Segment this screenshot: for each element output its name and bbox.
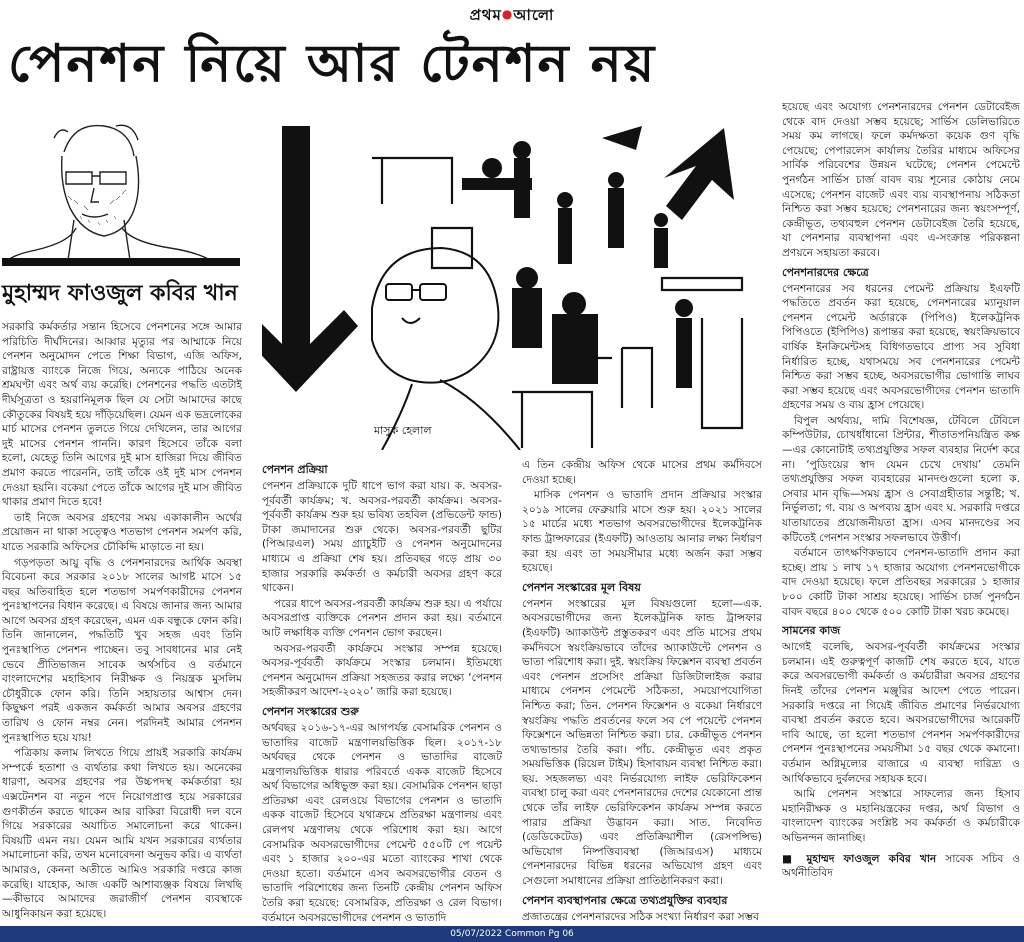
paragraph: তাই নিজে অবসর গ্রহণের সময় একাকালীন অর্থের প্রয়োজন না থাকা সত্ত্বেও শতভাগ পেনশন সমর্পণ করি, যাতে সরকারি অফিসের চৌকিদ্দি মাড়াতে না হয়। [2,511,242,553]
section-heading: পেনশন সংস্কারের মূল বিষয় [522,580,641,594]
paragraph: পত্রিকায় কলাম লিখতে গিয়ে প্রায়ই সরকারি কার্যক্রম সম্পর্কে হতাশা ও ব্যর্থতার কথা লিখতে হয়। অনেকের ধারণা, অবসর গ্রহণের পর উচ্চপদস্থ কর্মকর্তারা হয় এক্সটেনশন বা নতুন পদে নিয়োগপ্রাপ্ত হয়ে সরকারের গুণকীর্তন করতে থাকেন আর বাকিরা বিরোধী দল বনে গিয়ে সরকারের অযাচিত সমালোচনা করে থাকেন। বিষয়টি এমন নয়। যেমন আমি যখন সরকারের ব্যর্থতার সমালোচনা করি, তখন মনোবেদনা অনুভব করি। এ ব্যর্থতা আমারও, কেননা অতীতে আমিও সরকারি দপ্তরে কাজ করেছি। যাহোক, আজ একটি আশাব্যঞ্জক বিষয়ে লিখছি—কীভাবে আমাদের জরাজীর্ণ পেনশন ব্যবস্থাকে আধুনিকায়ন করা হয়েছে। [2,747,242,920]
paragraph: পেনশনারের সব ধরনের পেমেন্ট প্রক্রিয়ায় ইএফটি পদ্ধতিতে প্রবর্তন করা হয়েছে, পেনশনারের ম্যানুয়াল পেনশন পেমেন্ট অর্ডারকে (পিপিও) ইলেকট্রনিক পিপিওতে (ইপিপিও) রূপান্তর করা হয়েছে, স্বয়ংক্রিয়ভাবে বার্ষিক ইনক্রিমেন্টসহ বিধিগতভাবে প্রাপ্য সব সুবিধা নির্ধারিত হচ্ছে, যথাসময়ে সব পেনশনারের পেমেন্ট নিশ্চিত করা সম্ভব হচ্ছে, অবসরভোগীর ভোগান্তি লাঘব করা সম্ভব হয়েছে এবং অবসরভোগীদের পেনশন ভাতাদি গ্রহণের সময় ও ব্যয় হ্রাস পেয়েছে। [782,282,1020,412]
signature-role: সাবেক সচিব ও অর্থনীতিবিদ [782,852,1020,880]
section-heading: সামনের কাজ [782,624,841,638]
author-name: মুহাম্মদ ফাওজুল কবির খান [2,281,238,306]
illustration-signature: মাসুক হেলাল [374,424,432,437]
paragraph: মাসিক পেনশন ও ভাতাদি প্রদান প্রক্রিয়ার সংস্কার ২০১৯ সালের ফেব্রুয়ারি মাসে শুরু হয়। ২০২১ সালের ১৫ মার্চের মধ্যে শতভাগ অবসরভোগীদের ইলেকট্রনিক ফান্ড ট্রান্সফারের (ইএফটি) আওতায় আনার লক্ষ্য নির্ধারণ করা হয় এবং তা সময়সীমার মধ্যে অর্জন করা সম্ভব হয়েছে। [522,489,762,575]
article-column-2 [262,458,502,924]
paragraph: আগেই বলেছি, অবসর-পূর্ববর্তী কার্যক্রমের সংস্কার চলমান। এই গুরুত্বপূর্ণ কাজটি শেষ করতে হবে, যাতে করে অবসরভোগী কর্মকর্তা ও কর্মচারীরা অবসর গ্রহণের দিনই তাঁদের পেনশন মঞ্জুরির আদেশ পেতে পারেন। সরকারি দপ্তরে না গিয়েই জীবিত প্রমাণের নির্ভরযোগ্য ব্যবস্থা প্রবর্তন করতে হবে। অবসরভোগীদের আরেকটি দাবি আছে, তা হলো শতভাগ পেনশন সমর্পণকারীদের পেনশন পুনঃস্থাপনের সময়সীমা ১৫ বছর থেকে কমানো। বর্তমান অগ্নিমূল্যের বাজারে এ ব্যবস্থা দারিদ্র্য ও আর্থিকভাবে দুর্বলদের সহায়ক হবে। [782,641,1020,785]
down-arrow-icon [262,126,358,392]
masthead-sun-icon: ● [501,7,514,21]
article-column-1 [2,320,242,920]
section-heading: পেনশন প্রক্রিয়া [262,463,328,476]
paragraph: সরকারি কর্মকর্তার সন্তান হিসেবে পেনশনের সঙ্গে আমার পরিচিতি দীর্ঘদিনের। আব্বার মৃত্যুর পর আম্মাকে নিয়ে পেনশন অনুমোদন পেতে শিক্ষা বিভাগ, এজি অফিস, রাষ্ট্রায়ত্ত ব্যাংকে নিজে গিয়ে, অন্যকে পাঠিয়ে অনেক শ্রমঘণ্টা এবং অর্থ ব্যয় করেছি। পেনশনের পদ্ধতি এতটাই দীর্ঘসূত্রতা ও হয়রানিমূলক ছিল যে সেটা আমাদের কাছে কৌতুকের বিষয়ই হয়ে দাঁড়িয়েছিল। যেমন এক ভদ্রলোকের মার্চ মাসের পেনশন তুলতে গিয়ে দেখিলেন, তার আগের দুই মাসের পেনশন পাননি। কারণ হিসেবে তাঁকে বলা হলো, যেহেতু তিনি আগের দুই মাস হাজিরা দিয়ে জীবিত প্রমাণ করতে পারেননি, তাই তাঁকে ওই দুই মাস পেনশন দেওয়া হয়নি। বকেয়া পেতে তাঁকে আগের দুই মাস জীবিত থাকার প্রমাণ দিতে হবে! [2,321,242,509]
paragraph: এ তিন কেন্দ্রীয় অফিস থেকে মাসের প্রথম কর্মদিবসে দেওয়া হচ্ছে। [522,459,762,486]
article-column-3 [522,458,762,924]
masthead-name-part1: প্রথম [469,6,502,24]
author-signature [782,852,1020,881]
paragraph: অবসর-পরবর্তী কার্যক্রমে সংস্কার সম্পন্ন হয়েছে। অবসর-পূর্ববর্তী কার্যক্রমে সংস্কার চলমান। ইতিমধ্যে পেনশন অনুমোদন প্রক্রিয়া সহজতর করার লক্ষ্যে ‘পেনশন সহজীকরণ আদেশ-২০২০’ জারি করা হয়েছে। [262,642,502,699]
article-column-4 [782,100,1020,924]
page-footer: 05/07/2022 Common Pg 06 [0,926,1024,942]
paragraph: বর্তমানে তাৎক্ষণিকভাবে পেনশন-ভাতাদি প্রদান করা হচ্ছে। প্রায় ১ লাখ ১৭ হাজার অযোগ্য পেনশনভোগীকে বাদ দেওয়া হয়েছে। ফলে প্রতিবছর সরকারের ১ হাজার ৮০০ কোটি টাকা সাশ্রয় হয়েছে। সার্ভিস চার্জ পুনর্গঠন বাবদ বছরে ৪০০ থেকে ৫০০ কোটি টাকা খরচ কমেছে। [782,547,1020,618]
paragraph: প্রজাতন্ত্রের পেনশনারদের সঠিক সংখ্যা নির্ধারণ করা সম্ভব [522,910,759,923]
paragraph: পেনশন সংস্কারের মূল বিষয়গুলো হলো—এক. অবসরভোগীদের জন্য ইলেকট্রনিক ফান্ড ট্রান্সফার (ইএফটি) অ্যাকাউন্ট প্রস্তুতকরণ এবং প্রতি মাসের প্রথম কর্মদিবসে স্বয়ংক্রিয়ভাবে তাঁদের অ্যাকাউন্টে পেনশন ও ভাতা পরিশোধ করা। দুই. স্বয়ংক্রিয় ফিক্সেশন ব্যবস্থা প্রবর্তন এবং পেনশন প্রসেসিং প্রক্রিয়া ডিজিটালাইজ করার মাধ্যমে পেনশন পেমেন্টে সঠিকতা, সময়োপযোগিতা নিশ্চিত করা; তিন. পেনশন ফিক্সেশন ও বকেয়া নির্ধারণে স্বয়ংক্রিয় পদ্ধতি প্রবর্তনের ফলে সব পে পয়েন্টে পেনশন ফিক্সেশনে অভিন্নতা নিশ্চিত করা। চার. কেন্দ্রীভূত পেনশন তথ্যভান্ডার তৈরি করা। পাঁচ. কেন্দ্রীভূত এবং প্রকৃত সময়ভিত্তিক (রিয়েল টাইম) হিসাবায়ন ব্যবস্থা নিশ্চিত করা। ছয়. সহজলভ্য এবং নির্ভরযোগ্য লাইফ ভেরিফিকেশন ব্যবস্থা চালু করা এবং পেনশনারদের দেশের যেকোনো প্রান্ত থেকে তাঁর লাইফ ভেরিফিকেশন কার্যক্রম সম্পন্ন করতে পারার প্রক্রিয়া উদ্ভাবন করা। সাত. নিবেদিত (ডেডিকেটেড) এবং প্রতিক্রিয়াশীল (রেসপন্সিভ) অভিযোগ নিষ্পত্তিব্যবস্থা (জিআরএস) মাধ্যমে পেনশনারদের বিভিন্ন ধরনের অভিযোগ গ্রহণ এবং সেগুলো সমাধানের প্রক্রিয়া প্রাতিষ্ঠানিকরণ করা। [522,597,762,888]
author-divider [2,258,240,266]
signature-name: ■ মুহাম্মদ ফাওজুল কবির খান [782,852,937,865]
paragraph: পেনশন প্রক্রিয়াকে দুটি ধাপে ভাগ করা যায়। ক. অবসর-পূর্ববর্তী কার্যক্রম; খ. অবসর-পরবর্তী কার্যক্রম। অবসর-পূর্ববর্তী কার্যক্রম শুরু হয় ভবিষ্য তহবিল (প্রভিডেন্ট ফান্ড) টাকা জমাদানের শুরু থেকে। অবসর-পরবর্তী ছুটির (পিআরএল) সময় গ্র্যাচুইটি ও পেনশন অনুমোদনের মাধ্যমে এ প্রক্রিয়া শেষ হয়। প্রতিবছর গড়ে প্রায় ৩০ হাজার সরকারি কর্মকর্তা ও কর্মচারী অবসর গ্রহণ করে থাকেন। [262,480,502,595]
section-heading: পেনশনারদের ক্ষেত্রে [782,265,869,279]
section-heading: পেনশন সংস্কারের শুরু [262,704,359,718]
paragraph: বিপুল অর্থব্যয়, দামি বিশেষজ্ঞ, টেবিলে টেবিলে কম্পিউটার, চোখধাঁধানো প্রিন্টার, শীতাতপনিয়ন্ত্রিত কক্ষ—এর কোনোটাই তথ্যপ্রযুক্তির সফল ব্যবহার নির্দেশ করে না। ‘পুডিংয়ের স্বাদ যেমন চেখে দেখায়’ তেমনি তথ্যপ্রযুক্তির সফল ব্যবহারের মানদণ্ডগুলো হলো ক. সেবার মান বৃদ্ধি—সময় হ্রাস ও সেবাগ্রহীতার সন্তুষ্টি; খ. নির্ভুলতা; গ. ব্যয় ও অপব্যয় হ্রাস এবং ঘ. সরকারি দপ্তরে যাতায়াতের প্রয়োজনীয়তা হ্রাস। এসব মানদণ্ডের সব কটিতেই পেনশন সংস্কার সফলভাবে উত্তীর্ণ। [782,414,1020,544]
author-portrait [4,112,240,260]
paragraph: গড়পড়তা আয়ু বৃদ্ধি ও পেনশনারদের আর্থিক অবস্থা বিবেচনা করে সরকার ২০১৮ সালের আগষ্ট মাসে ১৫ বছর অতিবাহিত হলে শতভাগ সমর্পণকারীদের পেনশন পুনঃস্থাপনের বিধান করেছে। এ বিষয়ে জানার জন্য আমার আগে অবসর গ্রহণ করেছেন, এমন এক বন্ধুকে ফোন করি। তিনি জানালেন, পদ্ধতিটি খুব সহজ এবং তিনি পুনঃস্থাপিত পেনশন পাচ্ছেন। তবু সাবধানের মার নেই ভেবে প্রীতিভাজন সাবেক অর্থসচিব ও বর্তমানে বাংলাদেশের মহাহিসাব নিরীক্ষক ও নিয়ন্ত্রক মুসলিম চৌধুরীকে ফোন করি। তিনি সহায়তার আশ্বাস দেন। কিছুক্ষণ পরই একজন কর্মকর্তা আমার অবসর গ্রহণের তারিখ ও ফোন নম্বর নেন। পরদিনই আমার পেনশন পুনঃস্থাপিত হয়ে যায়! [2,556,242,744]
section-heading: পেনশন ব্যবস্থাপনার ক্ষেত্রে তথ্যপ্রযুক্তির ব্যবহার [522,893,728,907]
masthead-name-part2: আলো [513,6,555,24]
paragraph: পরের ধাপে অবসর-পরবর্তী কার্যক্রম শুরু হয়। এ পর্যায়ে অবসরপ্রাপ্ত ব্যক্তিকে পেনশন প্রদান করা হয়। বর্তমানে আট লক্ষাধিক ব্যক্তি পেনশন ভোগ করছেন। [262,597,502,639]
headline: পেনশন নিয়ে আর টেনশন নয় [8,34,657,94]
paragraph: অর্থবছর ২০১৬-১৭-এর আগপর্যন্ত বেসামরিক পেনশন ও ভাতাদির বাজেট মন্ত্রণালয়ভিত্তিক ছিল। ২০১৭-১৮ অর্থবছর থেকে পেনশন ও ভাতাদির বাজেট মন্ত্রণালয়ভিত্তিক ধারার পরিবর্তে একক বাজেট হিসেবে অর্থ বিভাগের অধিভুক্ত করা হয়। বেসামরিক পেনশন ছাড়া প্রতিরক্ষা এবং রেলওয়ে বিভাগের পেনশন ও ভাতাদি একক বাজেট হিসেবে যথাক্রমে প্রতিরক্ষা মন্ত্রণালয় এবং রেলপথ মন্ত্রণালয় থেকে পরিশোধ করা হয়। আগে বেসামরিক অবসরভোগীদের পেমেন্ট ৫৫০টি পে পয়েন্ট এবং ১ হাজার ২০০-এর মতো ব্যাংকের শাখা থেকে দেওয়া হতো। বর্তমানে এসব অবসরভোগীর বেতন ও ভাতাদি পরিশোধের জন্য তিনটি কেন্দ্রীয় পেনশন অফিস তৈরি করা হয়েছে: বেসামরিক, প্রতিরক্ষা ও রেল বিভাগ। বর্তমানে অবসরভোগীদের পেনশন ও ভাতাদি [262,721,502,924]
pension-illustration [262,118,764,450]
paragraph: আমি পেনশন সংস্কারে সাফল্যের জন্য হিসাব মহানিরীক্ষক ও মহানিয়ন্ত্রকের দপ্তর, অর্থ বিভাগ ও বাংলাদেশ ব্যাংকের সংশ্লিষ্ট সব কর্মকর্তা ও কর্মচারীকে অভিনন্দন জানাচ্ছি। [782,788,1020,844]
paragraph: হয়েছে এবং অযোগ্য পেনশনারদের পেনশন ডেটাবেইজ থেকে বাদ দেওয়া সম্ভব হয়েছে; সার্ভিস ডেলিভারিতে সময় কম লাগছে। ফলে কর্মদক্ষতা কয়েক গুণ বৃদ্ধি পেয়েছে; পেপারলেস কার্যালয় তৈরির মাধ্যমে অফিসের সার্বিক পরিবেশের উন্নয়ন ঘটেছে; পেনশন পেমেন্টে পুনর্গঠন সার্ভিস চার্জ বাবদ ব্যয় শূন্যের কোঠায় নেমে এসেছে; পেনশন বাজেট এবং ব্যয় ব্যবস্থাপনায় সঠিকতা নিশ্চিত করা সম্ভব হয়েছে; পেনশনারের জন্য স্বয়ংসম্পূর্ণ, কেন্দ্রীভূত, তথ্যবহুল পেনশন ডেটাবেইজ তৈরি হয়েছে, যা পেনশনার ব্যবস্থাপনা এবং এ-সংক্রান্ত পরিকল্পনা প্রণয়নে সহায়তা করবে। [782,101,1020,259]
diagonal-arrow-icon [664,128,734,220]
